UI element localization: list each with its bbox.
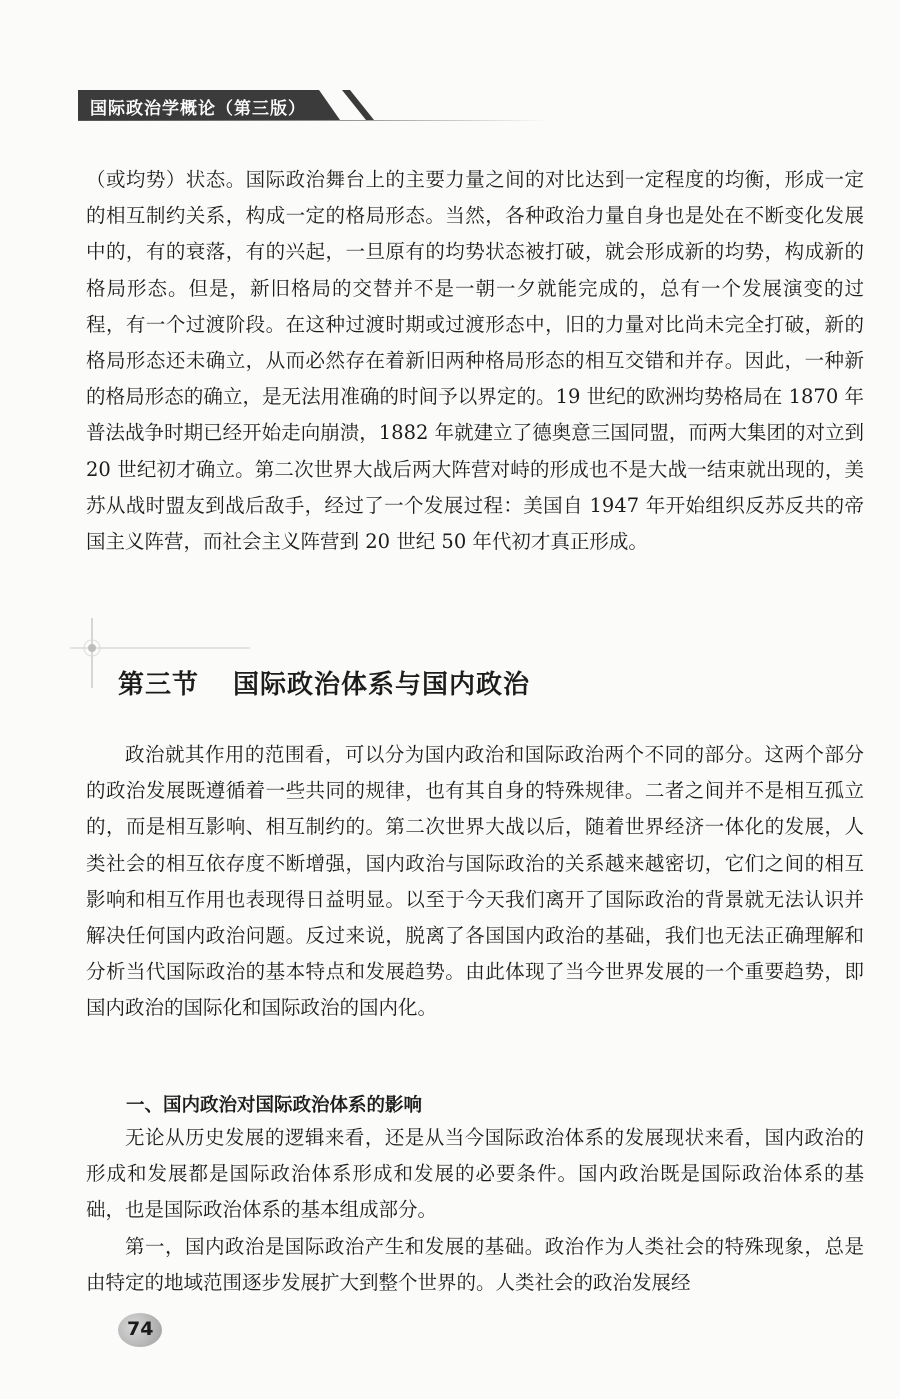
page-number: 74 <box>127 1318 154 1340</box>
subsection-heading: 一、国内政治对国际政治体系的影响 <box>126 1095 423 1116</box>
running-header <box>78 90 778 130</box>
paragraph-first-point: 第一，国内政治是国际政治产生和发展的基础。政治作为人类社会的特殊现象，总是由特定的地域范围逐步发展扩大到整个世界的。人类社会的政治发展经 <box>86 1235 864 1295</box>
paragraph-continued: （或均势）状态。国际政治舞台上的主要力量之间的对比达到一定程度的均衡，形成一定的相互制约关系，构成一定的格局形态。当然，各种政治力量自身也是处在不断变化发展中的，有的衰落，有的兴起，一旦原有的均势状态被打破，就会形成新的均势，构成新的格局形态。但是，新旧格局的交替并不是一朝一夕就能完成的，总有一个发展演变的过程，有一个过渡阶段。在这种过渡时期或过渡形态中，旧的力量对比尚未完全打破，新的格局形态还未确立，从而必然存在着新旧两种格局形态的相互交错和并存。因此，一种新的格局形态的确立，是无法用准确的时间予以界定的。19 世纪的欧洲均势格局在 1870 年普法战争时期已经开始走向崩溃，1882 年就建立了德奥意三国同盟，而两大集团的对立到 20 世纪初才确立。第二次世界大战后两大阵营对峙的形成也不是大战一结束就出现的，美苏从战时盟友到战后敌手，经过了一个发展过程：美国自 1947 年开始组织反苏反共的帝国主义阵营，而社会主义阵营到 20 世纪 50 年代初才真正形成。 <box>86 168 864 554</box>
paragraph-intro: 政治就其作用的范围看，可以分为国内政治和国际政治两个不同的部分。这两个部分的政治发展既遵循着一些共同的规律，也有其自身的特殊规律。二者之间并不是相互孤立的，而是相互影响、相互制约的。第二次世界大战以后，随着世界经济一体化的发展，人类社会的相互依存度不断增强，国内政治与国际政治的关系越来越密切，它们之间的相互影响和相互作用也表现得日益明显。以至于今天我们离开了国际政治的背景就无法认识并解决任何国内政治问题。反过来说，脱离了各国国内政治的基础，我们也无法正确理解和分析当代国际政治的基本特点和发展趋势。由此体现了当今世界发展的一个重要趋势，即国内政治的国际化和国际政治的国内化。 <box>86 743 864 1020</box>
page-number-badge <box>118 1313 166 1349</box>
section-title: 国际政治体系与国内政治 <box>233 670 531 700</box>
paragraph-subsection: 无论从历史发展的逻辑来看，还是从当今国际政治体系的发展现状来看，国内政治的形成和发展都是国际政治体系形成和发展的必要条件。国内政治既是国际政治体系的基础，也是国际政治体系的基本组成部分。 <box>86 1126 864 1222</box>
section-number: 第三节 <box>118 670 200 700</box>
header-rule <box>78 120 548 121</box>
section-heading <box>118 664 530 701</box>
header-slash-decoration <box>336 90 396 120</box>
book-title: 国际政治学概论（第三版） <box>90 99 306 119</box>
